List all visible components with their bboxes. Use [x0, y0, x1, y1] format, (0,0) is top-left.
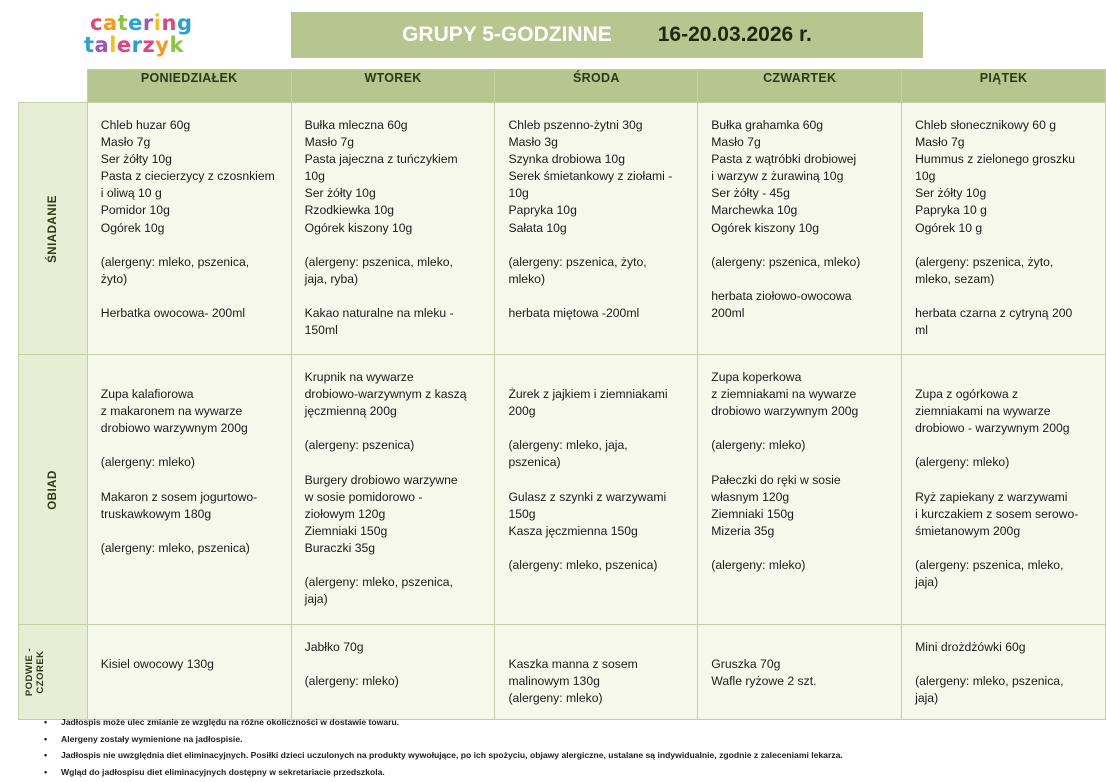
menu-line [508, 540, 687, 557]
menu-line: Wafle ryżowe 2 szt. [711, 674, 817, 689]
menu-line: Masło 7g [304, 135, 355, 150]
menu-line [101, 437, 281, 454]
menu-line [101, 237, 281, 254]
menu-line: (alergeny: pszenica, mleko) [711, 254, 861, 269]
meal-label-text: ŚNIADANIE [46, 194, 59, 263]
title-bar [291, 12, 923, 58]
menu-line: Szynka drobiowa 10g [508, 152, 625, 167]
menu-line [711, 454, 891, 471]
menu-line [711, 639, 891, 656]
menu-line: 150g [508, 506, 536, 521]
menu-line: Marchewka 10g [711, 203, 798, 218]
menu-line: jaja) [915, 575, 939, 590]
menu-line [915, 369, 1095, 386]
menu-line [915, 540, 1095, 557]
menu-line: Zupa koperkowa [711, 370, 802, 384]
corner-cell [19, 70, 88, 103]
menu-line: Serek śmietankowy z ziołami - [508, 169, 673, 184]
menu-line: Masło 3g [508, 135, 558, 150]
menu-line: ziołowym 120g [304, 506, 386, 521]
menu-line: Ser żółty 10g [100, 152, 172, 167]
menu-line: 10g [915, 169, 936, 184]
menu-line: jaja, ryba) [304, 271, 359, 286]
menu-line: pszenica) [508, 455, 561, 470]
footnote: • Alergeny zostały wymienione na jadłospisie. [44, 733, 1084, 750]
menu-line [915, 437, 1095, 454]
menu-cell [495, 625, 698, 720]
menu-line: Żurek z jajkiem i ziemniakami [508, 387, 668, 402]
menu-line: Chleb słonecznikowy 60 g [915, 118, 1057, 132]
menu-line [508, 237, 687, 254]
menu-line: śmietanowym 200g [915, 523, 1021, 538]
menu-line: i warzyw z żurawiną 10g [711, 169, 844, 184]
menu-line [508, 369, 687, 386]
menu-line: w sosie pomidorowo - [304, 489, 423, 504]
menu-line: Ser żółty 10g [915, 186, 987, 201]
menu-line: (alergeny: mleko) [711, 558, 806, 573]
menu-cell [698, 625, 902, 720]
meal-row-breakfast [19, 103, 1106, 355]
menu-line: Ogórek 10 g [915, 220, 983, 235]
menu-cell [291, 103, 495, 355]
menu-line: Rzodkiewka 10g [304, 203, 395, 218]
menu-line: Makaron z sosem jogurtowo- [100, 489, 258, 504]
meal-label-breakfast [19, 103, 88, 355]
menu-cell [291, 355, 495, 625]
day-header-friday: PIĄTEK [902, 70, 1106, 103]
menu-line [915, 288, 1095, 305]
menu-line: (alergeny: pszenica, żyto, [915, 254, 1054, 269]
menu-cell [902, 355, 1106, 625]
menu-line: Gulasz z szynki z warzywami [508, 489, 667, 504]
menu-line: Pasta z ciecierzycy z czosnkiem [100, 169, 275, 184]
meal-row-snack [19, 625, 1106, 720]
menu-line [101, 369, 281, 386]
date-range: 16-20.03.2026 r. [657, 23, 812, 46]
menu-cell [87, 355, 291, 625]
menu-cell [902, 103, 1106, 355]
menu-line: Mini drożdżówki 60g [915, 640, 1026, 654]
menu-line: herbata miętowa -200ml [508, 306, 640, 321]
menu-line: Bułka mleczna 60g [304, 118, 408, 132]
day-header-wednesday: ŚRODA [495, 70, 698, 103]
menu-line: (alergeny: pszenica, mleko, [915, 558, 1064, 573]
menu-line: Ziemniaki 150g [304, 523, 388, 538]
menu-line: Sałata 10g [508, 220, 567, 235]
menu-cell [495, 355, 698, 625]
menu-line: mleko) [508, 271, 546, 286]
menu-line: (alergeny: pszenica) [304, 438, 415, 453]
menu-line: Ziemniaki 150g [711, 506, 794, 521]
menu-line: 10g [508, 186, 529, 201]
menu-line [101, 639, 281, 656]
menu-cell [291, 625, 495, 720]
menu-line: drobiowo warzywnym 200g [711, 404, 859, 419]
menu-line: Masło 7g [100, 135, 151, 150]
menu-line: jaja) [304, 592, 328, 607]
menu-line: Chleb pszenno-żytni 30g [508, 118, 643, 132]
menu-line [305, 454, 485, 471]
menu-line: Chleb huzar 60g [100, 118, 191, 132]
menu-line [305, 557, 485, 574]
menu-line: 150ml [304, 323, 338, 338]
menu-cell [698, 103, 902, 355]
menu-line: z makaronem na wywarze [100, 404, 243, 419]
menu-line: Mizeria 35g [711, 523, 775, 538]
menu-line: Pasta jajeczna z tuńczykiem [304, 152, 458, 167]
menu-cell [87, 625, 291, 720]
menu-line: Kasza jęczmienna 150g [508, 523, 638, 538]
menu-line: (alergeny: mleko) [508, 691, 603, 706]
menu-cell [698, 355, 902, 625]
menu-line [305, 288, 485, 305]
menu-line: jaja) [915, 691, 939, 706]
logo-line-2: talerzyk [84, 33, 184, 57]
menu-line: Masło 7g [915, 135, 965, 150]
menu-line: Kakao naturalne na mleku - [304, 306, 454, 321]
menu-line: Papryka 10 g [915, 203, 987, 218]
menu-line: malinowym 130g [508, 674, 600, 689]
meal-label-text: PODWIE -CZOREK [24, 647, 46, 697]
meal-label-lunch [19, 355, 88, 625]
menu-line: (alergeny: mleko, pszenica) [508, 558, 658, 573]
menu-line: Ogórek 10g [100, 220, 165, 235]
menu-line [101, 523, 281, 540]
meal-label-text: OBIAD [46, 469, 59, 510]
day-header-thursday: CZWARTEK [698, 70, 902, 103]
menu-line: Ogórek kiszony 10g [711, 220, 819, 235]
footnote: • Jadłospis może ulec zmianie ze względu na różne okoliczności w dostawie towaru. [44, 716, 1084, 733]
footnote: • Jadłospis nie uwzględnia diet eliminacyjnych. Posiłki dzieci uczulonych na produkty wywołujące, po ich spożyciu, objawy alergiczne, ustalane są indywidualnie, zgodnie z zaleceniami lekarza. [44, 749, 1084, 766]
menu-line: (alergeny: mleko) [711, 438, 806, 453]
menu-line: (alergeny: mleko, pszenica) [100, 540, 250, 555]
meal-label-snack [19, 625, 88, 720]
menu-line [101, 472, 281, 489]
menu-line: Pomidor 10g [100, 203, 170, 218]
menu-line: i kurczakiem z sosem serowo- [915, 506, 1079, 521]
logo-line-1: catering [90, 11, 193, 35]
menu-line [711, 271, 891, 288]
menu-line: z ziemniakami na wywarze [711, 387, 857, 402]
menu-line: Burgery drobiowo warzywne [304, 472, 458, 487]
menu-line [305, 656, 485, 673]
menu-line [508, 420, 687, 437]
menu-line: Pasta z wątróbki drobiowej [711, 152, 857, 167]
menu-line: Zupa kalafiorowa [100, 387, 194, 402]
menu-line: (alergeny: pszenica, żyto, [508, 254, 647, 269]
menu-line: (alergeny: mleko, pszenica, [304, 575, 453, 590]
menu-line: (alergeny: mleko) [100, 455, 195, 470]
menu-line: Buraczki 35g [304, 540, 376, 555]
menu-line: mleko, sezam) [915, 271, 995, 286]
menu-line: Ryż zapiekany z warzywami [915, 489, 1068, 504]
menu-cell [87, 103, 291, 355]
menu-line [508, 472, 687, 489]
menu-line: drobiowo-warzywnym z kaszą [304, 387, 467, 402]
menu-line: (alergeny: mleko) [915, 455, 1010, 470]
menu-line: jęczmienną 200g [304, 404, 397, 419]
menu-line: Masło 7g [711, 135, 761, 150]
menu-line: (alergeny: mleko, pszenica, [100, 254, 250, 269]
menu-line: herbata ziołowo-owocowa [711, 288, 852, 303]
menu-line: Herbatka owocowa- 200ml [100, 306, 246, 321]
menu-line [711, 237, 891, 254]
menu-line: Ser żółty 10g [304, 186, 376, 201]
day-header-tuesday: WTOREK [291, 70, 495, 103]
menu-line: truskawkowym 180g [100, 506, 212, 521]
meal-row-lunch [19, 355, 1106, 625]
menu-cell [495, 103, 698, 355]
menu-line: 10g [304, 169, 325, 184]
menu-line [915, 237, 1095, 254]
menu-line: (alergeny: pszenica, mleko, [304, 254, 453, 269]
menu-line: Ser żółty - 45g [711, 186, 790, 201]
menu-line: ziemniakami na wywarze [915, 404, 1051, 419]
menu-line [305, 237, 485, 254]
menu-line: żyto) [100, 271, 128, 286]
menu-line [711, 420, 891, 437]
menu-table [18, 69, 1106, 720]
menu-line: własnym 120g [711, 489, 790, 504]
menu-line: Ogórek kiszony 10g [304, 220, 413, 235]
page-title: GRUPY 5-GODZINNE [402, 23, 612, 46]
menu-line [508, 639, 687, 656]
menu-line [508, 288, 687, 305]
day-header-row [19, 70, 1106, 103]
footnote: • Wgląd do jadłospisu diet eliminacyjnych dostępny w sekretariacie przedszkola. [44, 766, 1084, 782]
menu-line: Gruszka 70g [711, 657, 781, 672]
menu-line: Kisiel owocowy 130g [100, 657, 214, 672]
menu-line: Bułka grahamka 60g [711, 118, 824, 132]
menu-line: i oliwą 10 g [100, 186, 162, 201]
menu-line: Kaszka manna z sosem [508, 657, 638, 672]
menu-line: (alergeny: mleko) [304, 674, 399, 689]
menu-line [711, 540, 891, 557]
menu-line: Pałeczki do ręki w sosie [711, 472, 841, 487]
menu-line: Jabłko 70g [304, 640, 364, 654]
menu-line: herbata czarna z cytryną 200 [915, 306, 1073, 321]
menu-line [915, 656, 1095, 673]
menu-line [101, 288, 281, 305]
menu-line: 200ml [711, 306, 745, 321]
menu-line: (alergeny: mleko, jaja, [508, 438, 628, 453]
day-header-monday: PONIEDZIAŁEK [87, 70, 291, 103]
menu-cell [902, 625, 1106, 720]
menu-line: 200g [508, 404, 536, 419]
menu-line [915, 472, 1095, 489]
footnotes [44, 716, 1084, 782]
menu-line: drobiowo warzywnym 200g [100, 421, 248, 436]
menu-line: Papryka 10g [508, 203, 577, 218]
menu-line: Krupnik na wywarze [304, 370, 414, 384]
menu-line: drobiowo - warzywnym 200g [915, 421, 1070, 436]
menu-line: Hummus z zielonego groszku [915, 152, 1075, 167]
catering-logo [84, 10, 194, 60]
menu-line: Zupa z ogórkowa z [915, 387, 1019, 402]
menu-line: (alergeny: mleko, pszenica, [915, 674, 1064, 689]
menu-line [305, 420, 485, 437]
menu-line: ml [915, 323, 928, 338]
